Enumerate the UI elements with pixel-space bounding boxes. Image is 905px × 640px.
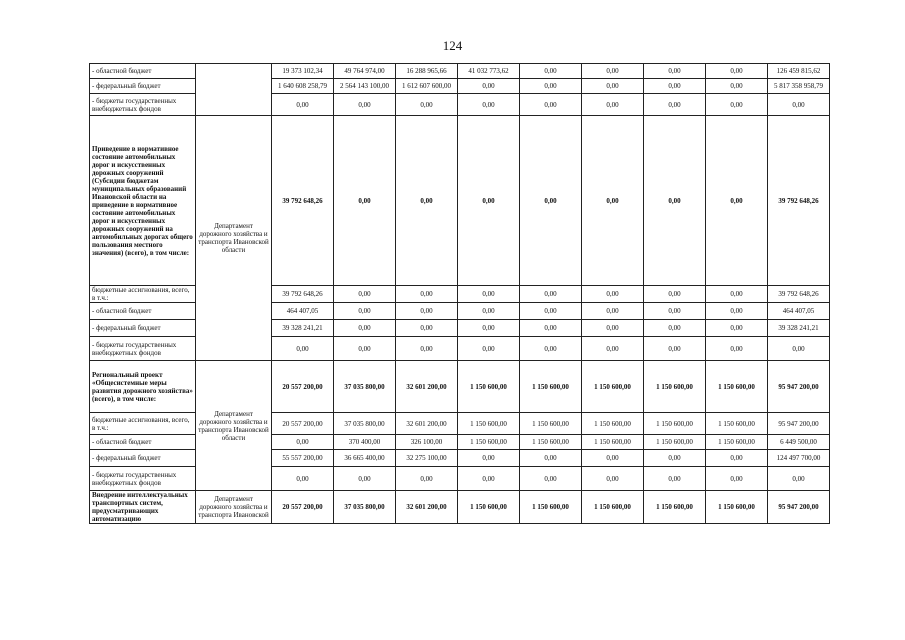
value-cell: 0,00 [520,79,582,94]
value-cell: 0,00 [458,320,520,337]
value-cell: 0,00 [272,467,334,491]
row-label: - федеральный бюджет [90,450,196,467]
value-cell: 0,00 [644,467,706,491]
value-cell: 32 601 200,00 [396,413,458,435]
department-cell: Департамент дорожного хозяйства и транспорта Ивановской области [196,361,272,491]
value-cell: 0,00 [334,337,396,361]
value-cell: 0,00 [334,286,396,303]
value-cell: 20 557 200,00 [272,361,334,413]
value-cell: 1 150 600,00 [644,491,706,524]
value-cell: 1 150 600,00 [644,361,706,413]
value-cell: 0,00 [458,116,520,286]
value-cell: 0,00 [334,303,396,320]
value-cell: 126 459 815,62 [768,64,830,79]
table-row [90,116,830,286]
value-cell: 1 150 600,00 [520,491,582,524]
value-cell: 39 328 241,21 [768,320,830,337]
row-label: - областной бюджет [90,64,196,79]
table-row [90,491,830,524]
department-cell-empty [196,64,272,116]
value-cell: 0,00 [520,286,582,303]
value-cell: 0,00 [396,320,458,337]
value-cell: 37 035 800,00 [334,413,396,435]
value-cell: 0,00 [644,79,706,94]
value-cell: 0,00 [582,94,644,116]
value-cell: 464 407,05 [768,303,830,320]
value-cell: 37 035 800,00 [334,361,396,413]
row-label: Внедрение интеллектуальных транспортных систем, предусматривающих автоматизацию [90,491,196,524]
row-label: - бюджеты государственных внебюджетных фондов [90,467,196,491]
row-label: - федеральный бюджет [90,320,196,337]
value-cell: 0,00 [520,467,582,491]
value-cell: 0,00 [396,303,458,320]
value-cell: 1 150 600,00 [706,491,768,524]
value-cell: 464 407,05 [272,303,334,320]
value-cell: 0,00 [706,116,768,286]
value-cell: 0,00 [706,79,768,94]
value-cell: 32 601 200,00 [396,491,458,524]
value-cell: 1 150 600,00 [458,491,520,524]
budget-table [89,63,830,524]
value-cell: 0,00 [706,286,768,303]
value-cell: 0,00 [644,337,706,361]
value-cell: 1 150 600,00 [582,413,644,435]
value-cell: 0,00 [582,320,644,337]
value-cell: 0,00 [520,303,582,320]
value-cell: 2 564 143 100,00 [334,79,396,94]
value-cell: 1 150 600,00 [520,361,582,413]
value-cell: 39 792 648,26 [768,286,830,303]
value-cell: 32 275 100,00 [396,450,458,467]
value-cell: 0,00 [582,64,644,79]
row-label: - федеральный бюджет [90,79,196,94]
value-cell: 39 792 648,26 [272,286,334,303]
value-cell: 95 947 200,00 [768,361,830,413]
value-cell: 55 557 200,00 [272,450,334,467]
row-label: бюджетные ассигнования, всего, в т.ч.: [90,413,196,435]
row-label: - бюджеты государственных внебюджетных фондов [90,337,196,361]
value-cell: 0,00 [706,303,768,320]
value-cell: 0,00 [706,467,768,491]
value-cell: 0,00 [272,435,334,450]
value-cell: 0,00 [582,79,644,94]
department-cell: Департамент дорожного хозяйства и транспорта Ивановской [196,491,272,524]
department-cell: Департамент дорожного хозяйства и транспорта Ивановской области [196,116,272,361]
value-cell: 0,00 [458,303,520,320]
value-cell: 16 288 965,66 [396,64,458,79]
value-cell: 1 150 600,00 [458,361,520,413]
value-cell: 95 947 200,00 [768,491,830,524]
value-cell: 0,00 [706,94,768,116]
value-cell: 0,00 [768,467,830,491]
value-cell: 0,00 [768,94,830,116]
value-cell: 0,00 [644,64,706,79]
value-cell: 1 612 607 600,00 [396,79,458,94]
value-cell: 0,00 [582,450,644,467]
value-cell: 41 032 773,62 [458,64,520,79]
value-cell: 20 557 200,00 [272,413,334,435]
row-label: Приведение в нормативное состояние автомобильных дорог и искусственных дорожных сооружений (Субсидии бюджетам муниципальных образований Ивановской области на приведение в нормативное состояние автомобильных дорог и искусственных дорожных сооружений на автомобильных дорогах общего пользования местного значения) (всего), в том числе: [90,116,196,286]
value-cell: 0,00 [520,320,582,337]
value-cell: 0,00 [768,337,830,361]
value-cell: 32 601 200,00 [396,361,458,413]
value-cell: 0,00 [706,337,768,361]
value-cell: 0,00 [396,116,458,286]
value-cell: 1 150 600,00 [458,435,520,450]
value-cell: 0,00 [644,286,706,303]
value-cell: 5 817 358 958,79 [768,79,830,94]
value-cell: 0,00 [644,450,706,467]
value-cell: 0,00 [644,94,706,116]
value-cell: 0,00 [458,94,520,116]
value-cell: 370 400,00 [334,435,396,450]
value-cell: 0,00 [520,94,582,116]
value-cell: 1 150 600,00 [706,413,768,435]
value-cell: 124 497 700,00 [768,450,830,467]
value-cell: 36 665 400,00 [334,450,396,467]
page-number: 124 [442,38,463,53]
value-cell: 0,00 [644,303,706,320]
row-label: Региональный проект «Общесистемные меры развития дорожного хозяйства» (всего), в том числе: [90,361,196,413]
value-cell: 95 947 200,00 [768,413,830,435]
value-cell: 0,00 [458,337,520,361]
value-cell: 39 792 648,26 [272,116,334,286]
value-cell: 0,00 [396,94,458,116]
value-cell: 1 150 600,00 [520,435,582,450]
value-cell: 1 150 600,00 [520,413,582,435]
value-cell: 0,00 [458,450,520,467]
value-cell: 20 557 200,00 [272,491,334,524]
value-cell: 1 150 600,00 [582,361,644,413]
value-cell: 1 150 600,00 [582,491,644,524]
value-cell: 0,00 [582,116,644,286]
row-label: бюджетные ассигнования, всего, в т.ч.: [90,286,196,303]
value-cell: 37 035 800,00 [334,491,396,524]
value-cell: 0,00 [334,467,396,491]
value-cell: 0,00 [582,286,644,303]
value-cell: 0,00 [644,320,706,337]
value-cell: 0,00 [520,116,582,286]
value-cell: 0,00 [706,64,768,79]
value-cell: 0,00 [396,286,458,303]
value-cell: 0,00 [396,467,458,491]
value-cell: 1 150 600,00 [706,361,768,413]
value-cell: 39 792 648,26 [768,116,830,286]
value-cell: 1 150 600,00 [458,413,520,435]
value-cell: 0,00 [334,116,396,286]
value-cell: 39 328 241,21 [272,320,334,337]
value-cell: 0,00 [582,467,644,491]
value-cell: 0,00 [396,337,458,361]
value-cell: 0,00 [706,450,768,467]
value-cell: 0,00 [644,116,706,286]
value-cell: 0,00 [582,303,644,320]
value-cell: 0,00 [458,286,520,303]
value-cell: 1 640 608 258,79 [272,79,334,94]
value-cell: 0,00 [706,320,768,337]
table-row [90,64,830,79]
value-cell: 0,00 [458,467,520,491]
value-cell: 0,00 [272,337,334,361]
value-cell: 0,00 [458,79,520,94]
value-cell: 1 150 600,00 [706,435,768,450]
value-cell: 0,00 [582,337,644,361]
value-cell: 0,00 [520,450,582,467]
value-cell: 0,00 [272,94,334,116]
row-label: - областной бюджет [90,435,196,450]
value-cell: 1 150 600,00 [644,413,706,435]
value-cell: 326 100,00 [396,435,458,450]
value-cell: 0,00 [520,64,582,79]
row-label: - бюджеты государственных внебюджетных фондов [90,94,196,116]
value-cell: 1 150 600,00 [582,435,644,450]
value-cell: 0,00 [334,320,396,337]
row-label: - областной бюджет [90,303,196,320]
value-cell: 19 373 102,34 [272,64,334,79]
value-cell: 6 449 500,00 [768,435,830,450]
value-cell: 1 150 600,00 [644,435,706,450]
value-cell: 0,00 [520,337,582,361]
value-cell: 49 764 974,00 [334,64,396,79]
table-row [90,361,830,413]
value-cell: 0,00 [334,94,396,116]
